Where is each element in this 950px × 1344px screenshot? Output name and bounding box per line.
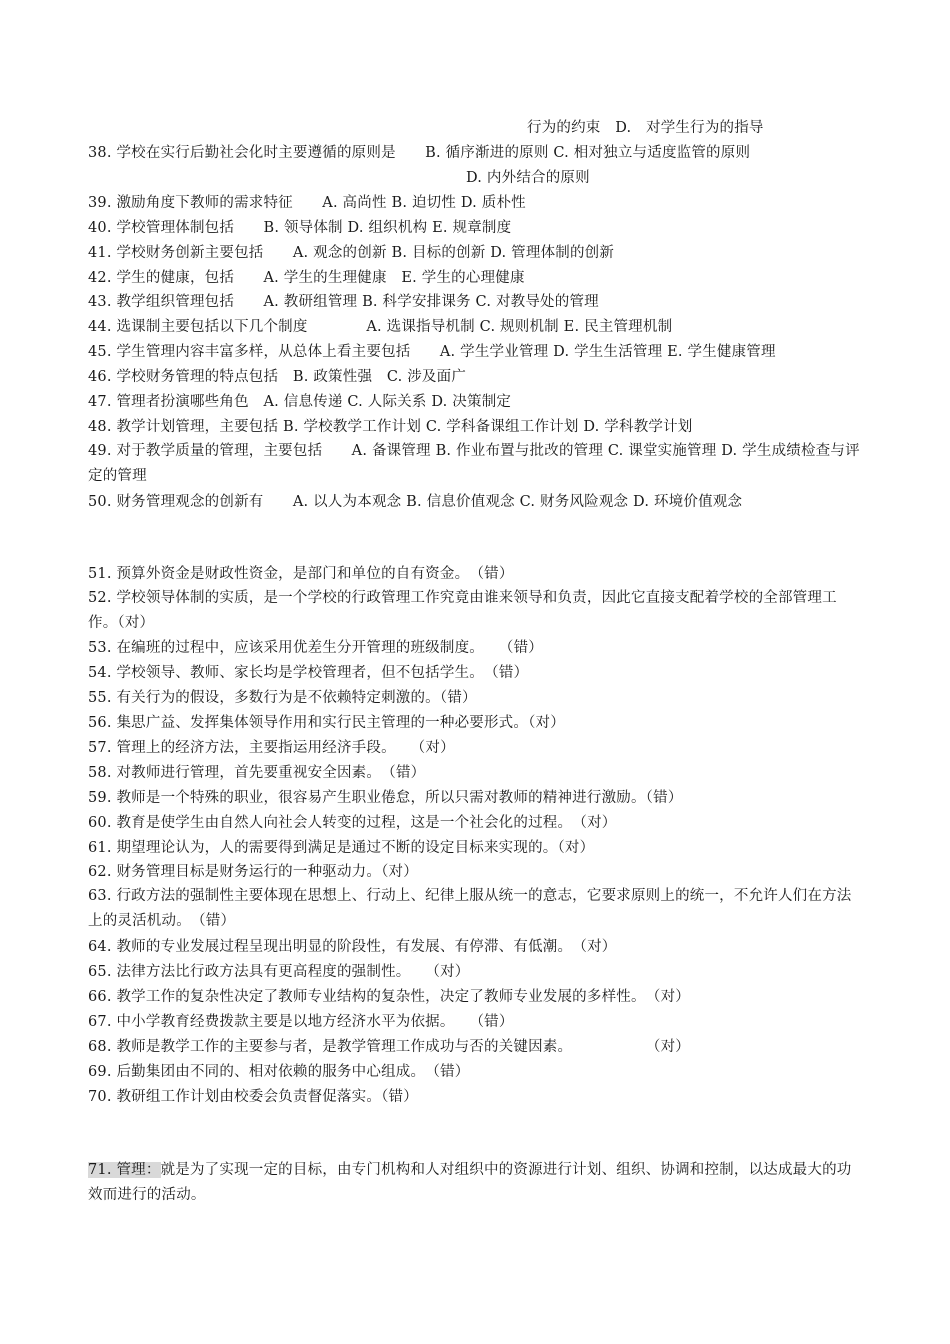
question-67: 67. 中小学教育经费拨款主要是以地方经济水平为依据。 （错）	[88, 1014, 514, 1030]
question-62: 62. 财务管理目标是财务运行的一种驱动力。（对）	[88, 864, 418, 880]
term-definition: 就是为了实现一定的目标，由专门机构和人对组织中的资源进行计划、组织、协调和控制，以达成最大的功效而进行的活动。	[88, 1162, 852, 1203]
question-54: 54. 学校领导、教师、家长均是学校管理者，但不包括学生。 （错）	[88, 665, 529, 681]
question-49: 49. 对于教学质量的管理，主要包括 A. 备课管理 B. 作业布置与批改的管理 C. 课堂实施管理 D. 学生成绩检查与评定的管理	[88, 443, 860, 484]
question-41: 41. 学校财务创新主要包括 A. 观念的创新 B. 目标的创新 D. 管理体制的创新	[88, 245, 615, 261]
question-38: 38. 学校在实行后勤社会化时主要遵循的原则是 B. 循序渐进的原则 C. 相对独立与适度监管的原则	[88, 145, 751, 161]
question-53: 53. 在编班的过程中，应该采用优差生分开管理的班级制度。 （错）	[88, 640, 543, 656]
question-63: 63. 行政方法的强制性主要体现在思想上、行动上、纪律上服从统一的意志，它要求原则上的统一，不允许人们在方法上的灵活机动。 （错）	[88, 888, 852, 929]
question-38-tail: D. 内外结合的原则	[466, 170, 590, 186]
term-highlight: 71. 管理：	[88, 1162, 161, 1178]
question-64: 64. 教师的专业发展过程呈现出明显的阶段性，有发展、有停滞、有低潮。 （对）	[88, 939, 617, 955]
question-66: 66. 教学工作的复杂性决定了教师专业结构的复杂性，决定了教师专业发展的多样性。 （对）	[88, 989, 690, 1005]
question-69: 69. 后勤集团由不同的、相对依赖的服务中心组成。 （错）	[88, 1064, 470, 1080]
question-52: 52. 学校领导体制的实质，是一个学校的行政管理工作究竟由谁来领导和负责，因此它直接支配着学校的全部管理工作。（对）	[88, 590, 837, 631]
question-47: 47. 管理者扮演哪些角色 A. 信息传递 C. 人际关系 D. 决策制定	[88, 394, 512, 410]
question-43: 43. 教学组织管理包括 A. 教研组管理 B. 科学安排课务 C. 对教导处的管理	[88, 294, 599, 310]
question-45: 45. 学生管理内容丰富多样，从总体上看主要包括 A. 学生学业管理 D. 学生生活管理 E. 学生健康管理	[88, 344, 776, 360]
question-71	[88, 1158, 863, 1208]
q37-tail: 行为的约束 D. 对学生行为的指导	[527, 120, 764, 136]
question-55: 55. 有关行为的假设，多数行为是不依赖特定刺激的。（错）	[88, 690, 477, 706]
question-60: 60. 教育是使学生由自然人向社会人转变的过程，这是一个社会化的过程。 （对）	[88, 815, 617, 831]
question-40: 40. 学校管理体制包括 B. 领导体制 D. 组织机构 E. 规章制度	[88, 220, 512, 236]
question-58: 58. 对教师进行管理，首先要重视安全因素。 （错）	[88, 765, 426, 781]
question-42: 42. 学生的健康，包括 A. 学生的生理健康 E. 学生的心理健康	[88, 270, 525, 286]
question-51: 51. 预算外资金是财政性资金，是部门和单位的自有资金。 （错）	[88, 566, 514, 582]
question-39: 39. 激励角度下教师的需求特征 A. 高尚性 B. 迫切性 D. 质朴性	[88, 195, 526, 211]
question-57: 57. 管理上的经济方法，主要指运用经济手段。 （对）	[88, 740, 455, 756]
question-48: 48. 教学计划管理，主要包括 B. 学校教学工作计划 C. 学科备课组工作计划 D. 学科教学计划	[88, 419, 693, 435]
question-44: 44. 选课制主要包括以下几个制度 A. 选课指导机制 C. 规则机制 E. 民主管理机制	[88, 319, 673, 335]
question-61: 61. 期望理论认为，人的需要得到满足是通过不断的设定目标来实现的。（对）	[88, 840, 595, 856]
question-65: 65. 法律方法比行政方法具有更高程度的强制性。 （对）	[88, 964, 470, 980]
question-56: 56. 集思广益、发挥集体领导作用和实行民主管理的一种必要形式。（对）	[88, 715, 565, 731]
question-50: 50. 财务管理观念的创新有 A. 以人为本观念 B. 信息价值观念 C. 财务风险观念 D. 环境价值观念	[88, 494, 743, 510]
question-46: 46. 学校财务管理的特点包括 B. 政策性强 C. 涉及面广	[88, 369, 467, 385]
question-70: 70. 教研组工作计划由校委会负责督促落实。（错）	[88, 1089, 418, 1105]
question-59: 59. 教师是一个特殊的职业，很容易产生职业倦怠，所以只需对教师的精神进行激励。（错）	[88, 790, 683, 806]
question-68: 68. 教师是教学工作的主要参与者，是教学管理工作成功与否的关键因素。 （对）	[88, 1039, 690, 1055]
